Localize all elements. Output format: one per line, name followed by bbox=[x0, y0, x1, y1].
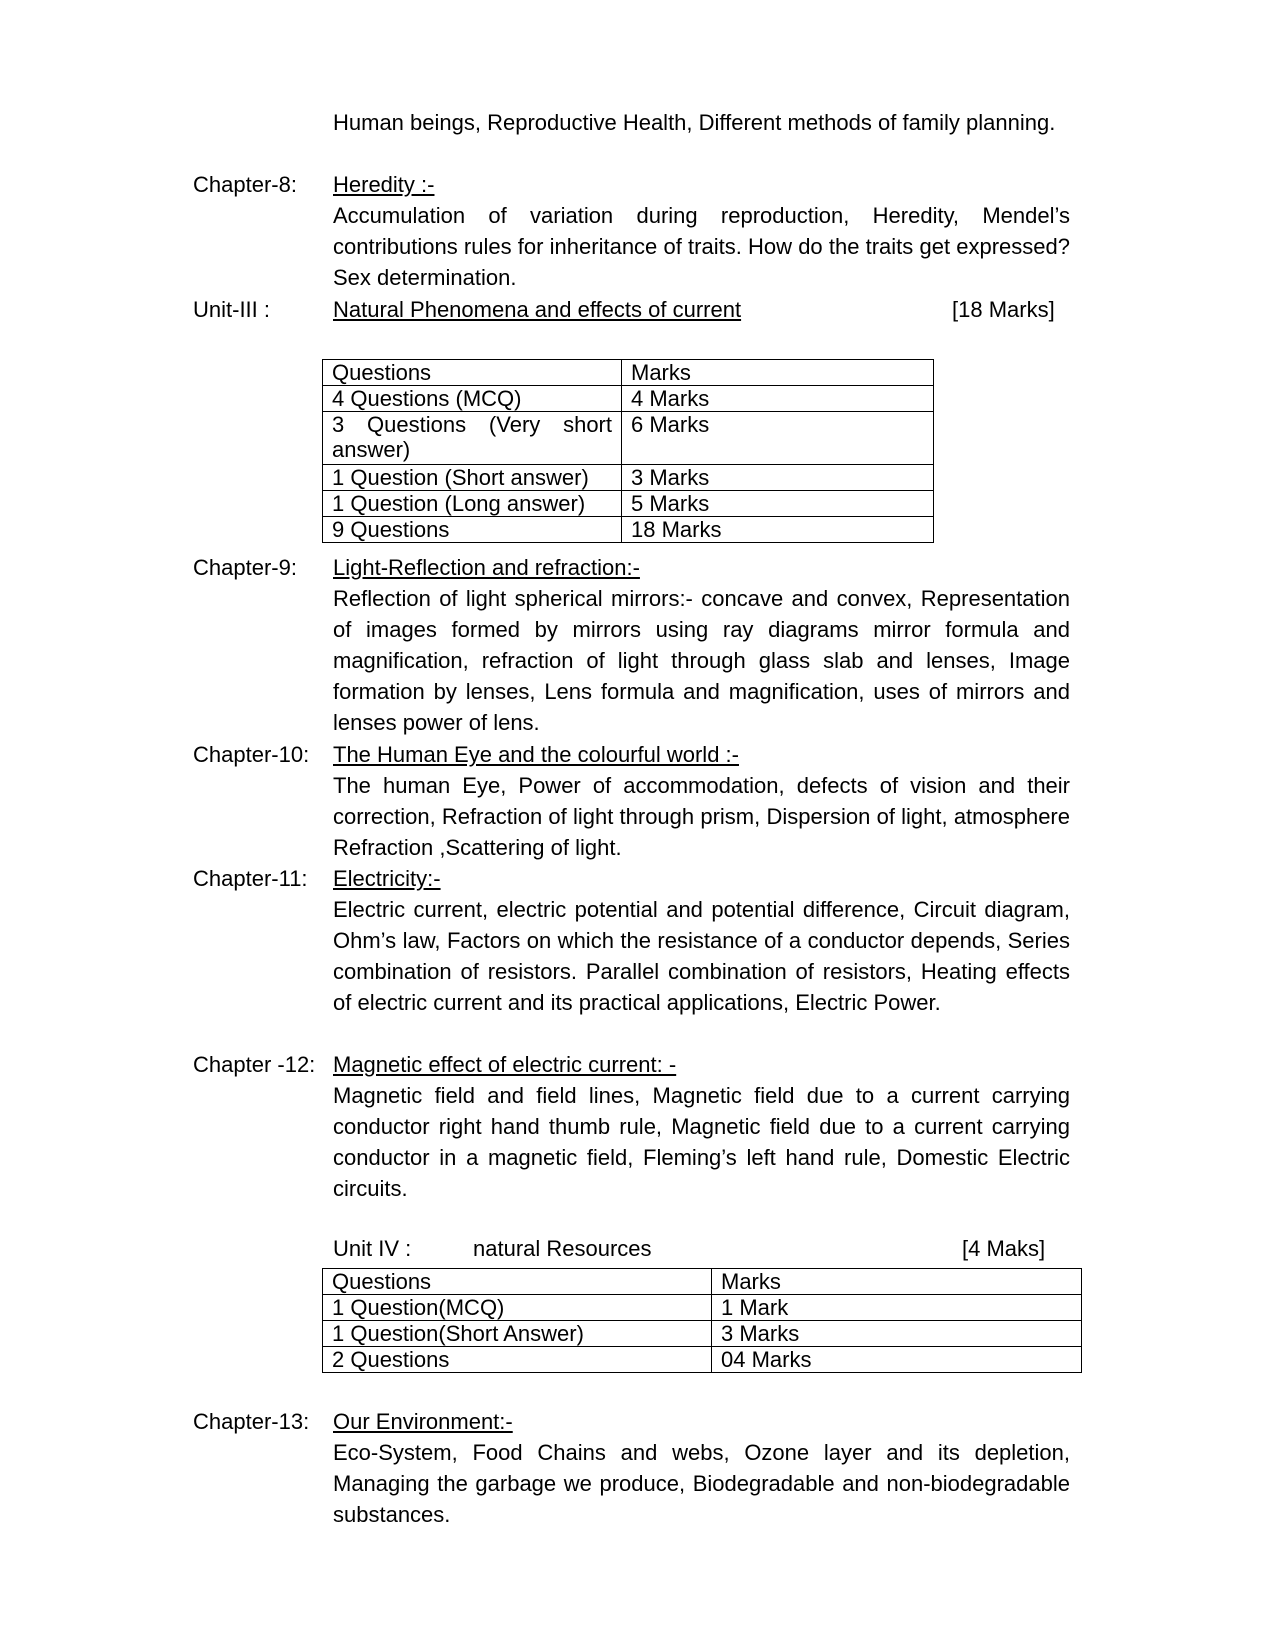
chapter-13-title: Our Environment:- bbox=[333, 1409, 513, 1434]
chapter-11-label: Chapter-11: bbox=[193, 866, 308, 891]
unit-3-label: Unit-III : bbox=[193, 297, 271, 322]
intro-text: Human beings, Reproductive Health, Different methods of family planning. bbox=[333, 110, 1056, 135]
chapter-9-label: Chapter-9: bbox=[193, 555, 297, 580]
chapter-10-label: Chapter-10: bbox=[193, 742, 310, 767]
chapter-10-title: The Human Eye and the colourful world :- bbox=[333, 742, 739, 767]
chapter-11-body: Electric current, electric potential and potential difference, Circuit diagram, Ohm’s law, Factors on which the resistance of a conductor depends, Series combination of resistors. Parallel combination of resistors, Heating effects of electric current and its practical applications, Electric Power. bbox=[333, 897, 1070, 1015]
table-cell: 1 Question(MCQ) bbox=[323, 1295, 712, 1321]
chapter-11-title: Electricity:- bbox=[333, 866, 441, 891]
unit-3-marks-table bbox=[322, 359, 934, 543]
chapter-13-body: Eco-System, Food Chains and webs, Ozone layer and its depletion, Managing the garbage we produce, Biodegradable and non-biodegradable substances. bbox=[333, 1440, 1070, 1527]
table-cell: 9 Questions bbox=[323, 517, 622, 543]
chapter-9-title: Light-Reflection and refraction:- bbox=[333, 555, 640, 580]
chapter-9-body: Reflection of light spherical mirrors:- concave and convex, Representation of images formed by mirrors using ray diagrams mirror formula and magnification, refraction of light through glass slab and lenses, Image formation by lenses, Lens formula and magnification, uses of mirrors and lenses power of lens. bbox=[333, 586, 1070, 735]
table-cell: 5 Marks bbox=[622, 491, 934, 517]
table-row bbox=[323, 465, 934, 491]
table-header-row bbox=[323, 1269, 1082, 1295]
table-cell: 6 Marks bbox=[622, 412, 934, 465]
table-cell: 1 Mark bbox=[712, 1295, 1082, 1321]
table-row bbox=[323, 412, 934, 465]
table-cell: 2 Questions bbox=[323, 1347, 712, 1373]
table-cell: 4 Marks bbox=[622, 386, 934, 412]
table-row bbox=[323, 1321, 1082, 1347]
chapter-8-label: Chapter-8: bbox=[193, 172, 297, 197]
table-row bbox=[323, 386, 934, 412]
table-cell: 3 Questions (Very short answer) bbox=[323, 412, 622, 465]
table-row bbox=[323, 1295, 1082, 1321]
table-header-cell: Questions bbox=[323, 360, 622, 386]
table-cell: 1 Question (Long answer) bbox=[323, 491, 622, 517]
chapter-8-title: Heredity :- bbox=[333, 172, 435, 197]
chapter-12-label: Chapter -12: bbox=[193, 1052, 316, 1077]
table-cell: 3 Marks bbox=[622, 465, 934, 491]
table-cell: 1 Question (Short answer) bbox=[323, 465, 622, 491]
chapter-12-title: Magnetic effect of electric current: - bbox=[333, 1052, 677, 1077]
table-cell: 3 Marks bbox=[712, 1321, 1082, 1347]
table-row bbox=[323, 517, 934, 543]
unit-4-title: natural Resources bbox=[473, 1236, 652, 1261]
unit-3-title: Natural Phenomena and effects of current bbox=[333, 297, 742, 322]
table-cell: 18 Marks bbox=[622, 517, 934, 543]
unit-4-marks: [4 Maks] bbox=[962, 1236, 1046, 1261]
unit-4-marks-table bbox=[322, 1268, 1082, 1373]
table-header-cell: Marks bbox=[712, 1269, 1082, 1295]
unit-3-marks: [18 Marks] bbox=[952, 297, 1055, 322]
table-header-cell: Questions bbox=[323, 1269, 712, 1295]
table-cell: 1 Question(Short Answer) bbox=[323, 1321, 712, 1347]
table-row bbox=[323, 1347, 1082, 1373]
chapter-13-label: Chapter-13: bbox=[193, 1409, 310, 1434]
chapter-12-body: Magnetic field and field lines, Magnetic field due to a current carrying conductor right hand thumb rule, Magnetic field due to a current carrying conductor in a magnetic field, Fleming’s left hand rule, Domestic Electric circuits. bbox=[333, 1083, 1070, 1201]
table-cell: 04 Marks bbox=[712, 1347, 1082, 1373]
table-cell: 4 Questions (MCQ) bbox=[323, 386, 622, 412]
table-header-row bbox=[323, 360, 934, 386]
unit-4-label: Unit IV : bbox=[333, 1236, 412, 1261]
chapter-10-body: The human Eye, Power of accommodation, defects of vision and their correction, Refraction of light through prism, Dispersion of light, atmosphere Refraction ,Scattering of light. bbox=[333, 773, 1070, 860]
chapter-8-body: Accumulation of variation during reproduction, Heredity, Mendel’s contributions rules for inheritance of traits. How do the traits get expressed? Sex determination. bbox=[333, 203, 1070, 290]
table-header-cell: Marks bbox=[622, 360, 934, 386]
table-row bbox=[323, 491, 934, 517]
